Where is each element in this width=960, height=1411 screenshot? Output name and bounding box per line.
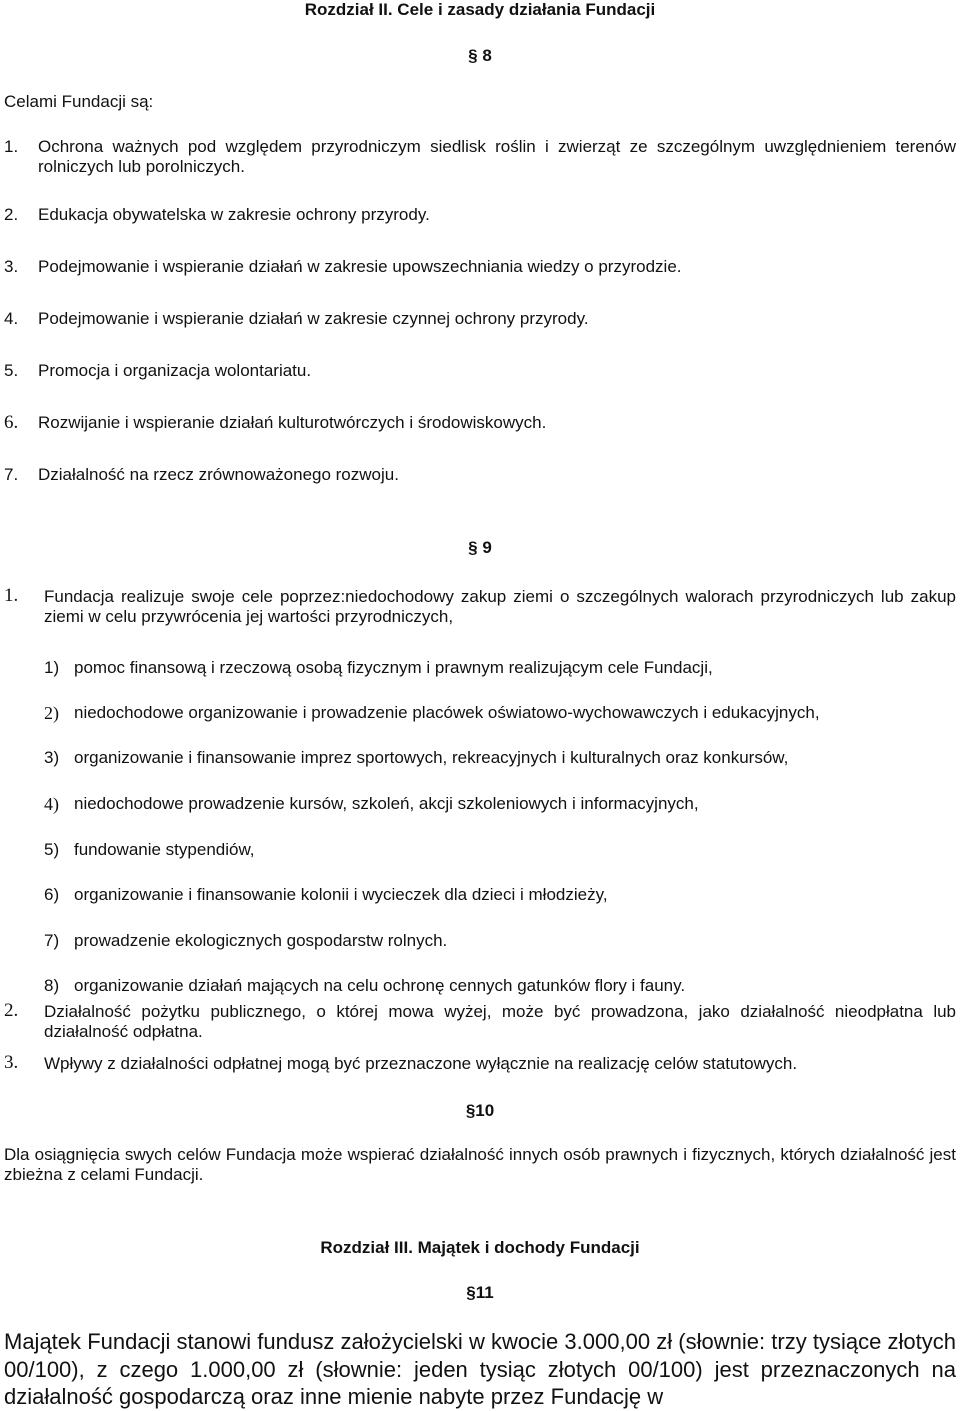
section-heading-8: § 8: [468, 46, 492, 65]
paragraph-10: Dla osiągnięcia swych celów Fundacja może wspierać działalność innych osób prawnych i fizycznych, których działalność jest zbieżna z celami Fundacji.: [4, 1145, 956, 1184]
section-heading-9: § 9: [468, 538, 492, 557]
chapter-title-3: Rozdział III. Majątek i dochody Fundacji: [320, 1238, 640, 1257]
paragraph-9-1: 1. Fundacja realizuje swoje cele poprzez:niedochodowy zakup ziemi o szczególnych walorach przyrodniczych lub zakup ziemi w celu przywrócenia jej wartości przyrodniczych,: [4, 585, 956, 626]
goals-intro: Celami Fundacji są:: [4, 92, 154, 111]
chapter-title-text: Rozdział II. Cele i zasady działania Fundacji: [304, 0, 656, 19]
chapter-title: [0, 0, 960, 20]
section-heading-11: §11: [466, 1283, 494, 1302]
paragraph-11: Majątek Fundacji stanowi fundusz założycielski w kwocie 3.000,00 zł (słownie: trzy tysiące złotych 00/100), z czego 1.000,00 zł (słownie: jeden tysiąc złotych 00/100) jest przeznaczonych na działalność gospodarczą oraz inne mienie nabyte przez Fundację w: [4, 1329, 956, 1409]
paragraph-9-2: 2. Działalność pożytku publicznego, o której mowa wyżej, może być prowadzona, jako działalność nieodpłatna lub działalność odpłatna.: [4, 1000, 956, 1041]
section-heading-10: §10: [465, 1101, 495, 1120]
list-item: 1. Ochrona ważnych pod względem przyrodniczym siedlisk roślin i zwierząt ze szczególnym uwzględnieniem terenów rolniczych lub porolniczych.: [4, 137, 956, 176]
